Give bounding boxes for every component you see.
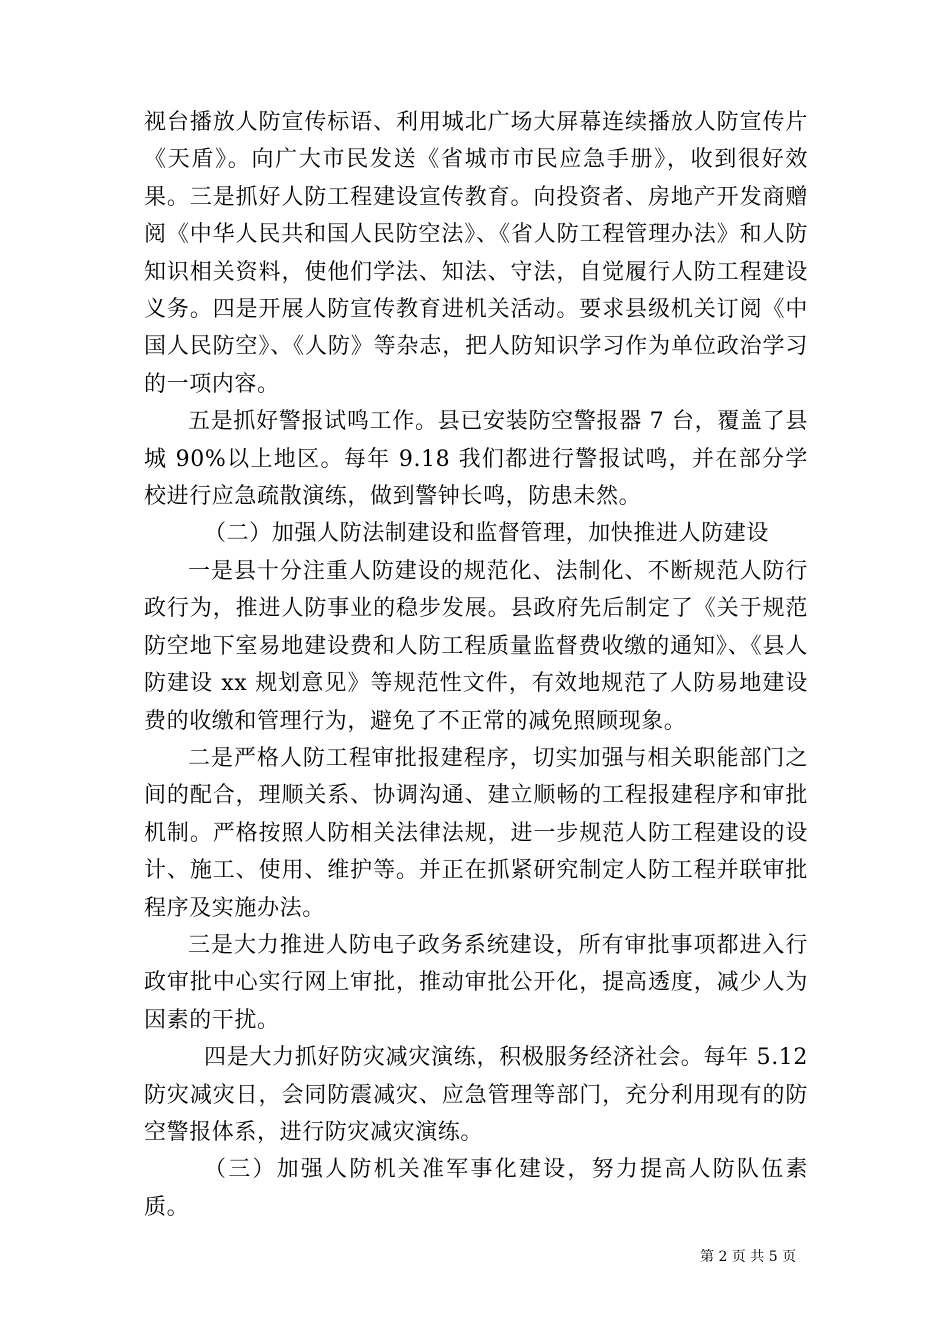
section-heading-militarization: （三）加强人防机关准军事化建设，努力提高人防队伍素质。 xyxy=(144,1157,808,1220)
document-page xyxy=(144,104,808,1226)
section-heading-legal-construction: （二）加强人防法制建设和监督管理，加快推进人防建设 xyxy=(204,521,770,547)
paragraph-standardization: 一是县十分注重人防建设的规范化、法制化、不断规范人防行政行为，推进人防事业的稳步发展。县政府先后制定了《关于规范防空地下室易地建设费和人防工程质量监督费收缴的通知》、《县人防建设 xx 规划意见》等规范性文件，有效地规范了人防易地建设费的收缴和管理行为，避免了不正常的减免照顾现象。 xyxy=(144,558,808,734)
paragraph-publicity-education: 视台播放人防宣传标语、利用城北广场大屏幕连续播放人防宣传片《天盾》。向广大市民发送《省城市市民应急手册》，收到很好效果。三是抓好人防工程建设宣传教育。向投资者、房地产开发商赠阅《中华人民共和国人民防空法》、《省人防工程管理办法》和人防知识相关资料，使他们学法、知法、守法，自觉履行人防工程建设义务。四是开展人防宣传教育进机关活动。要求县级机关订阅《中国人民防空》、《人防》等杂志，把人防知识学习作为单位政治学习的一项内容。 xyxy=(144,110,808,397)
paragraph-alarm-testing: 五是抓好警报试鸣工作。县已安装防空警报器 7 台，覆盖了县城 90%以上地区。每年 9.18 我们都进行警报试鸣，并在部分学校进行应急疏散演练，做到警钟长鸣，防患未然。 xyxy=(144,409,808,510)
paragraph-e-government: 三是大力推进人防电子政务系统建设，所有审批事项都进入行政审批中心实行网上审批，推动审批公开化，提高透度，减少人为因素的干扰。 xyxy=(144,932,808,1033)
paragraph-disaster-drill: 四是大力抓好防灾减灾演练，积极服务经济社会。每年 5.12 防灾减灾日，会同防震减灾、应急管理等部门，充分利用现有的防空警报体系，进行防灾减灾演练。 xyxy=(144,1045,808,1145)
page-number-footer: 第 2 页 共 5 页 xyxy=(700,1249,797,1265)
paragraph-approval-procedure: 二是严格人防工程审批报建程序，切实加强与相关职能部门之间的配合，理顺关系、协调沟通、建立顺畅的工程报建程序和审批机制。严格按照人防相关法律法规，进一步规范人防工程建设的设计、施工、使用、维护等。并正在抓紧研究制定人防工程并联审批程序及实施办法。 xyxy=(144,745,808,921)
